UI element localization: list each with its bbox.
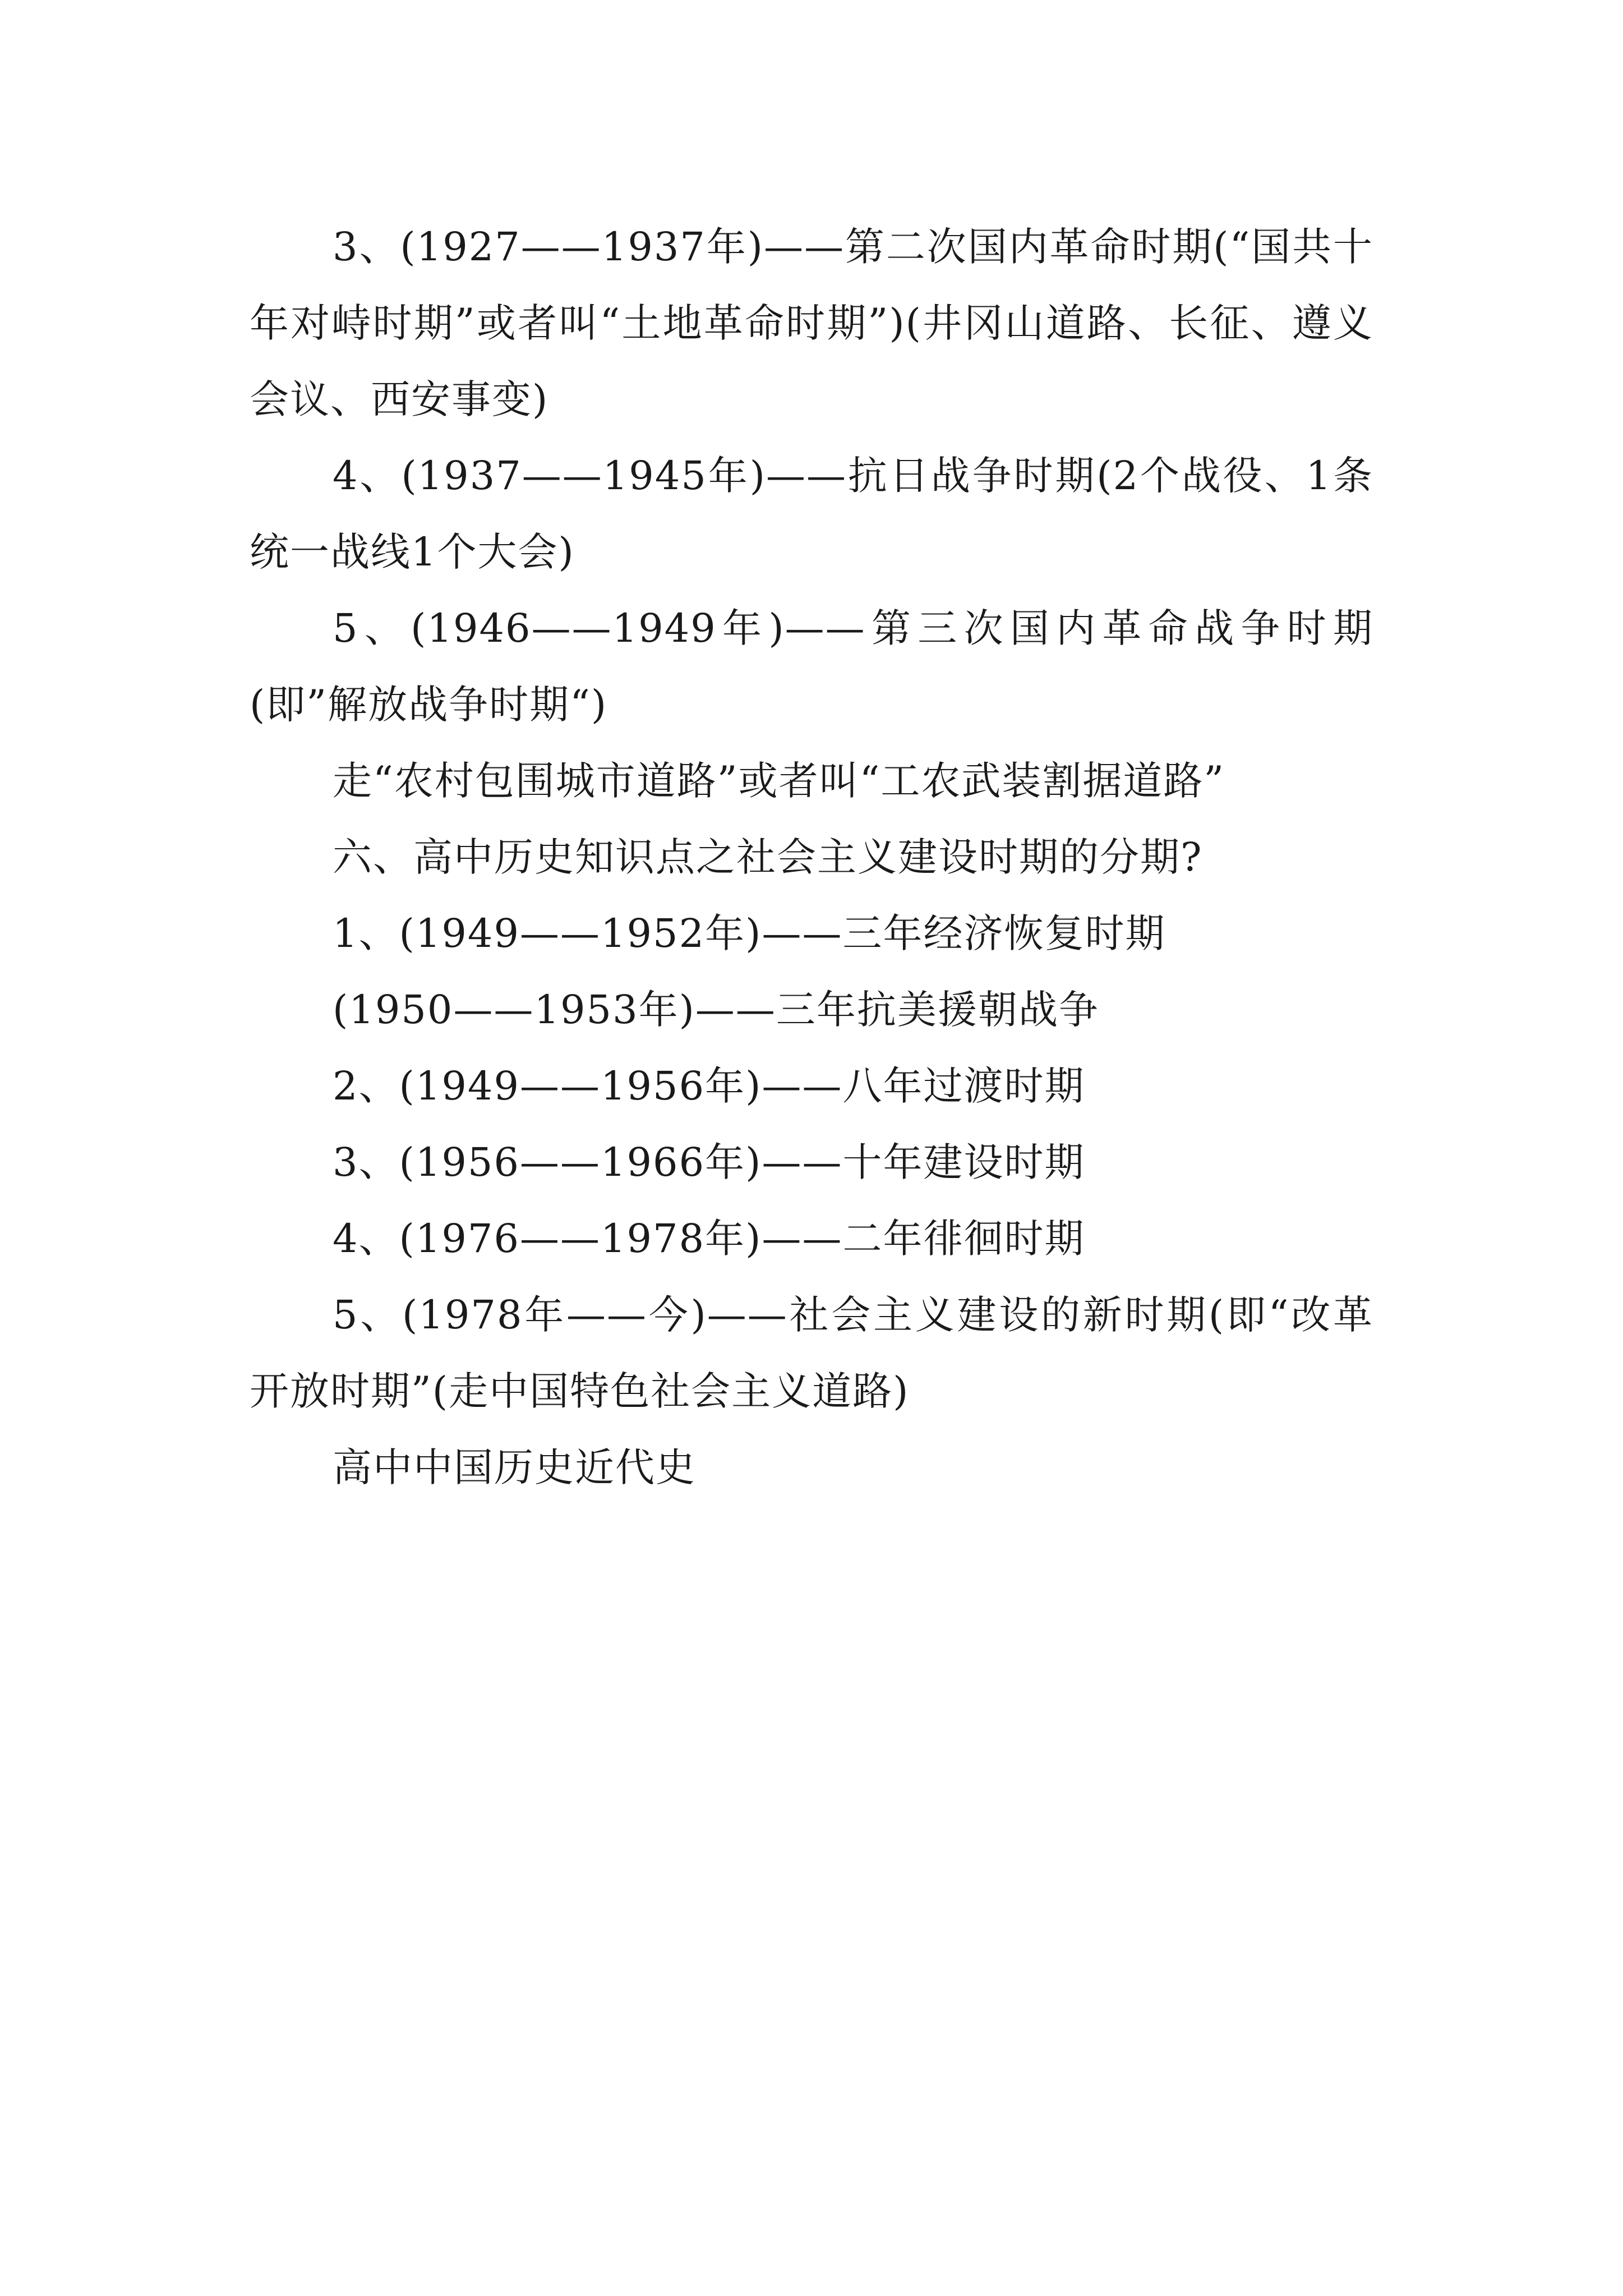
document-body [250,209,1373,1506]
paragraph-korean-war: (1950——1953年)——三年抗美援朝战争 [333,987,1099,1033]
paragraph-modern-history-title: 高中中国历史近代史 [333,1444,696,1490]
section-heading-socialist-construction: 六、高中历史知识点之社会主义建设时期的分期? [333,834,1203,880]
paragraph-anti-japanese-war-period: 4、(1937——1945年)——抗日战争时期(2个战役、1条统一战线1个大会) [250,453,1373,575]
paragraph-transition-period: 2、(1949——1956年)——八年过渡时期 [333,1063,1085,1109]
paragraph-reform-opening-period: 5、(1978年——今)——社会主义建设的新时期(即“改革开放时期”(走中国特色社会主义道路) [250,1292,1373,1414]
paragraph-rural-encirclement-road: 走“农村包围城市道路”或者叫“工农武装割据道路” [333,758,1225,804]
paragraph-liberation-war-period: 5、(1946——1949年)——第三次国内革命战争时期(即”解放战争时期“) [250,605,1373,728]
paragraph-second-revolution-period: 3、(1927——1937年)——第二次国内革命时期(“国共十年对峙时期”或者叫“土地革命时期”)(井冈山道路、长征、遵义会议、西安事变) [250,224,1373,422]
paragraph-construction-decade: 3、(1956——1966年)——十年建设时期 [333,1139,1085,1185]
paragraph-economic-recovery-period: 1、(1949——1952年)——三年经济恢复时期 [333,910,1166,956]
paragraph-hesitation-period: 4、(1976——1978年)——二年徘徊时期 [333,1216,1085,1262]
